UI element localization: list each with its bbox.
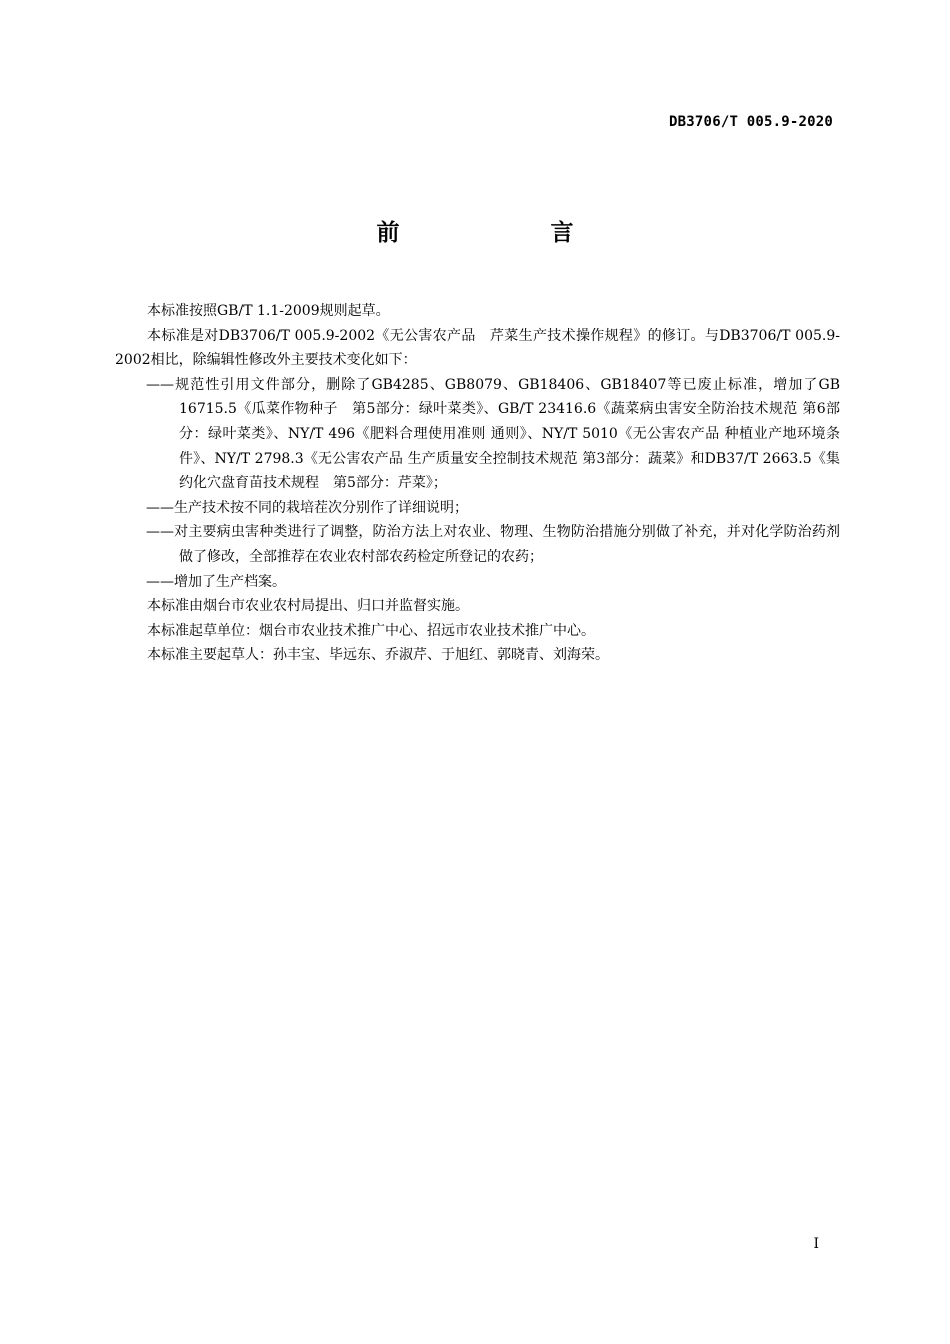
paragraph-revision-note: 本标准是对DB3706/T 005.9-2002《无公害农产品 芹菜生产技术操作规程》的修订。与DB3706/T 005.9-2002相比，除编辑性修改外主要技术变化如下： xyxy=(115,327,840,369)
page-number: I xyxy=(813,1236,819,1252)
list-item-cultivation: ——生产技术按不同的栽培茬次分别作了详细说明； xyxy=(146,499,468,516)
paragraph-drafting-rule: 本标准按照GB/T 1.1-2009规则起草。 xyxy=(147,303,390,319)
page-title: 前 言 xyxy=(376,220,638,246)
list-item-records: ——增加了生产档案。 xyxy=(146,573,286,590)
paragraph-drafting-units: 本标准起草单位：烟台市农业技术推广中心、招远市农业技术推广中心。 xyxy=(147,622,595,639)
paragraph-proposer: 本标准由烟台市农业农村局提出、归口并监督实施。 xyxy=(147,598,469,615)
list-item-references: ——规范性引用文件部分，删除了GB4285、GB8079、GB18406、GB18407等已废止标准，增加了GB 16715.5《瓜菜作物种子 第5部分：绿叶菜类》、GB/T 23416.6《蔬菜病虫害安全防治技术规范 第6部分：绿叶菜类》、NY/T 496《肥料合理使用准则 通则》、NY/T 5010《无公害农产品 种植业产地环境条件》、NY/T 2798.3《无公害农产品 生产质量安全控制技术规范 第3部分：蔬菜》和DB37/T 2663.5《集约化穴盘育苗技术规程 第5部分：芹菜》； xyxy=(146,376,840,492)
paragraph-drafters: 本标准主要起草人：孙丰宝、毕远东、乔淑芹、于旭红、郭晓青、刘海荣。 xyxy=(147,647,609,664)
list-item-pest-control: ——对主要病虫害种类进行了调整，防治方法上对农业、物理、生物防治措施分别做了补充，并对化学防治药剂做了修改，全部推荐在农业农村部农药检定所登记的农药； xyxy=(146,524,840,565)
document-code: DB3706/T 005.9-2020 xyxy=(669,114,833,130)
foreword-body xyxy=(115,299,840,668)
